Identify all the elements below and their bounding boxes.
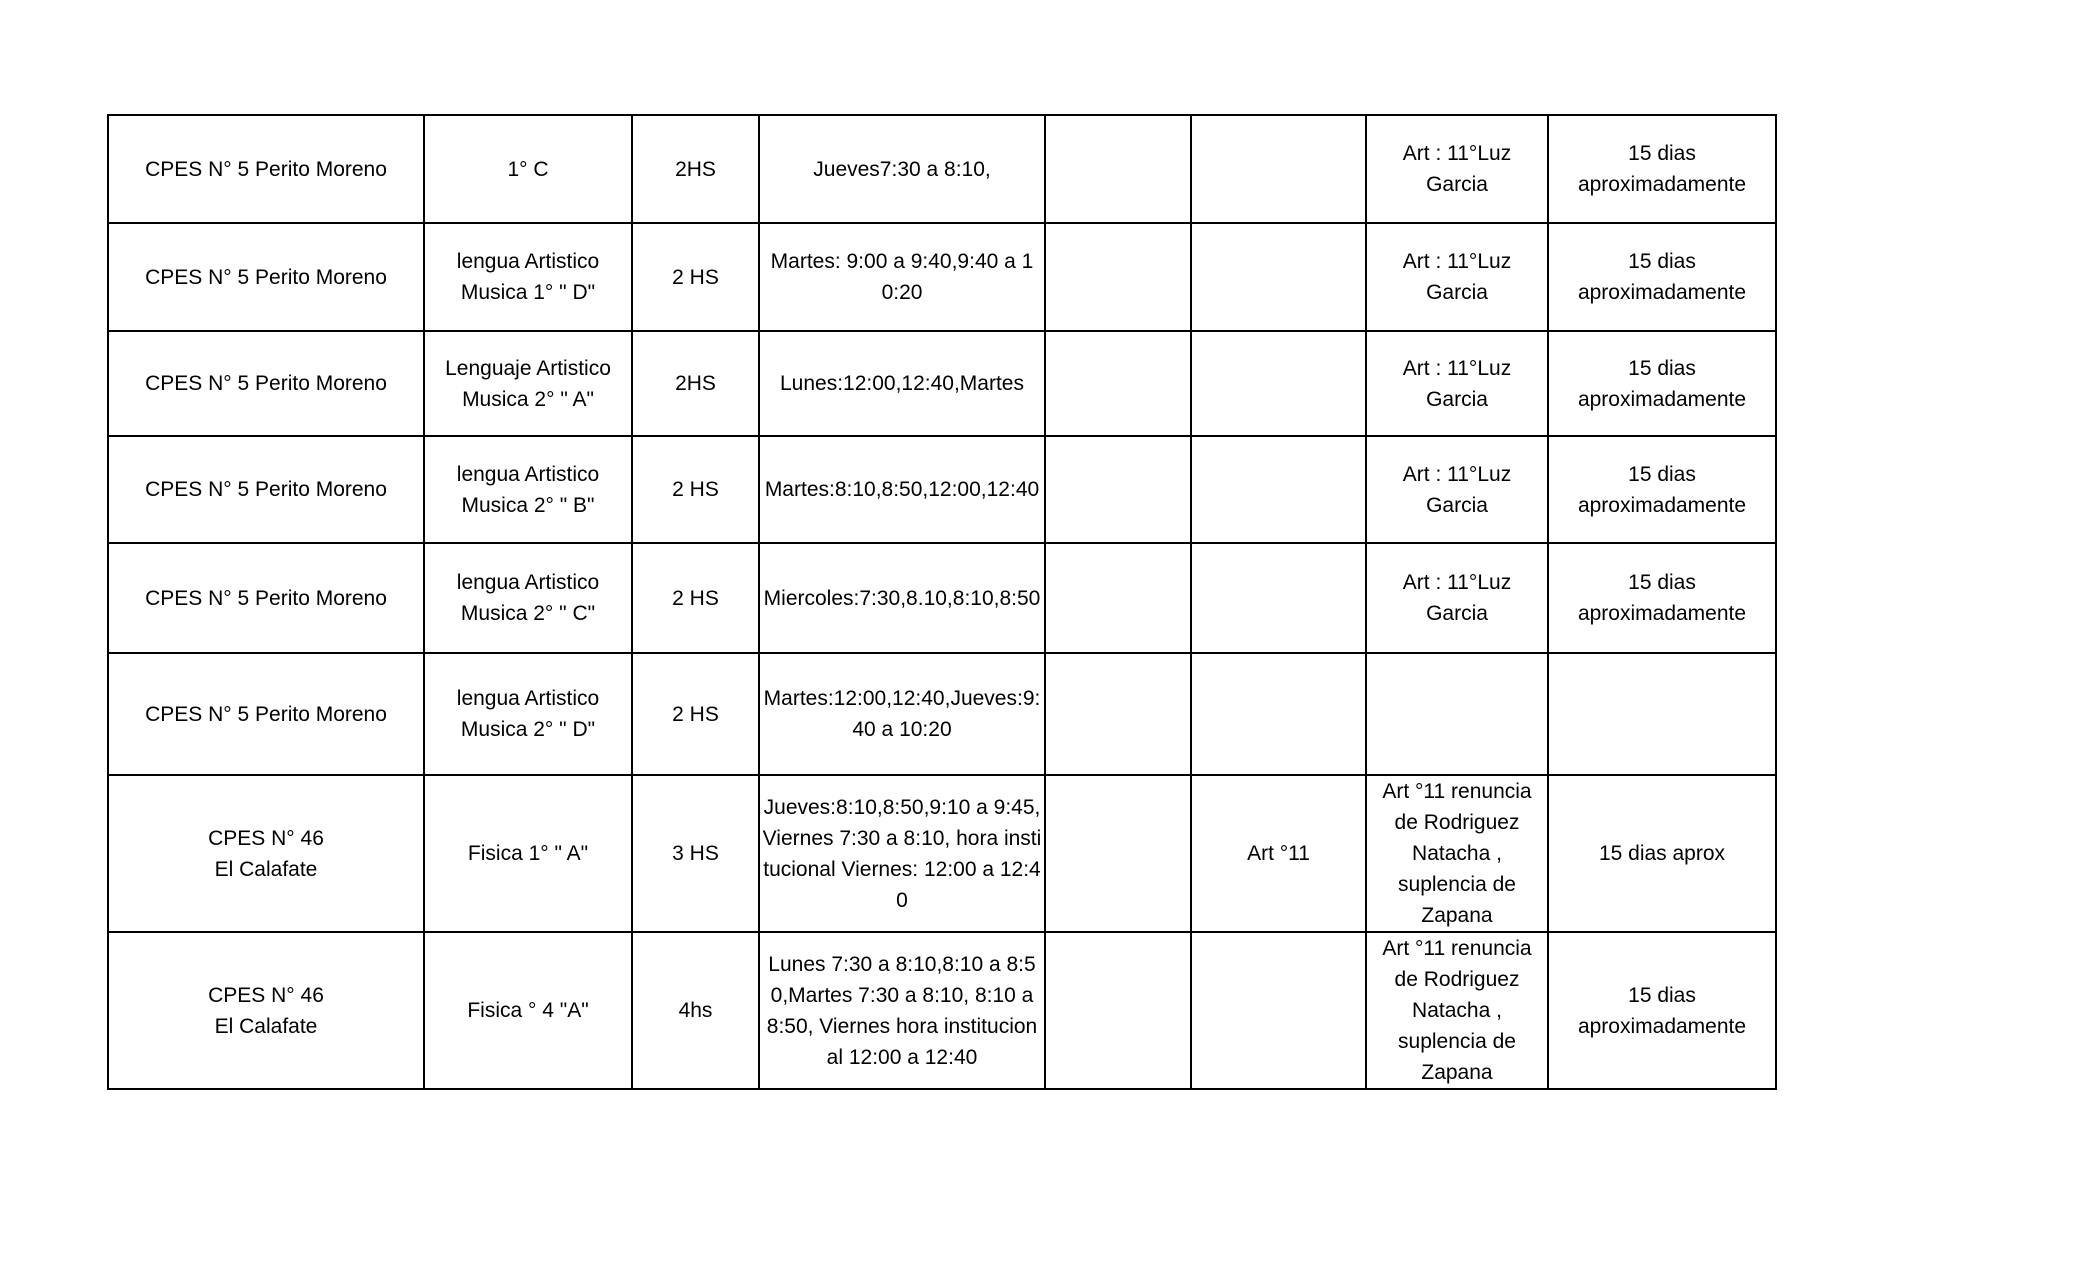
hours-cell[interactable]: 2 HS <box>632 436 759 543</box>
article-cell[interactable] <box>1191 932 1366 1089</box>
subject-cell[interactable]: Lenguaje Artistico Musica 2° " A" <box>424 331 632 436</box>
school-cell[interactable]: CPES N° 5 Perito Moreno <box>108 653 424 775</box>
article-cell[interactable] <box>1191 436 1366 543</box>
table-row <box>108 115 1776 223</box>
table-row <box>108 223 1776 331</box>
table-row <box>108 436 1776 543</box>
table-row <box>108 653 1776 775</box>
subject-cell[interactable]: lengua Artistico Musica 2° " D" <box>424 653 632 775</box>
subject-cell[interactable]: Fisica 1° " A" <box>424 775 632 932</box>
school-cell[interactable]: CPES N° 5 Perito Moreno <box>108 436 424 543</box>
empty-cell[interactable] <box>1045 932 1191 1089</box>
status-cell[interactable] <box>1366 653 1548 775</box>
article-cell[interactable] <box>1191 115 1366 223</box>
status-cell[interactable]: Art : 11°Luz Garcia <box>1366 223 1548 331</box>
duration-cell[interactable]: 15 dias aproximadamente <box>1548 543 1776 653</box>
school-cell[interactable]: CPES N° 46 El Calafate <box>108 932 424 1089</box>
status-cell[interactable]: Art : 11°Luz Garcia <box>1366 543 1548 653</box>
duration-cell[interactable]: 15 dias aprox <box>1548 775 1776 932</box>
school-cell[interactable]: CPES N° 5 Perito Moreno <box>108 543 424 653</box>
schedule-cell[interactable]: Lunes 7:30 a 8:10,8:10 a 8:50,Martes 7:30 a 8:10, 8:10 a 8:50, Viernes hora institucional 12:00 a 12:40 <box>759 932 1045 1089</box>
schedule-cell[interactable]: Jueves:8:10,8:50,9:10 a 9:45,Viernes 7:30 a 8:10, hora institucional Viernes: 12:00 a 12:40 <box>759 775 1045 932</box>
empty-cell[interactable] <box>1045 331 1191 436</box>
duration-cell[interactable]: 15 dias aproximadamente <box>1548 223 1776 331</box>
hours-cell[interactable]: 2 HS <box>632 223 759 331</box>
schedule-cell[interactable]: Martes: 9:00 a 9:40,9:40 a 10:20 <box>759 223 1045 331</box>
school-cell[interactable]: CPES N° 5 Perito Moreno <box>108 331 424 436</box>
hours-cell[interactable]: 2HS <box>632 115 759 223</box>
empty-cell[interactable] <box>1045 775 1191 932</box>
schedule-cell[interactable]: Lunes:12:00,12:40,Martes <box>759 331 1045 436</box>
article-cell[interactable]: Art °11 <box>1191 775 1366 932</box>
empty-cell[interactable] <box>1045 223 1191 331</box>
subject-cell[interactable]: lengua Artistico Musica 2° " C" <box>424 543 632 653</box>
school-cell[interactable]: CPES N° 46 El Calafate <box>108 775 424 932</box>
empty-cell[interactable] <box>1045 543 1191 653</box>
schedule-cell[interactable]: Martes:12:00,12:40,Jueves:9:40 a 10:20 <box>759 653 1045 775</box>
duration-cell[interactable] <box>1548 653 1776 775</box>
article-cell[interactable] <box>1191 331 1366 436</box>
status-cell[interactable]: Art : 11°Luz Garcia <box>1366 115 1548 223</box>
status-cell[interactable]: Art °11 renuncia de Rodriguez Natacha , suplencia de Zapana <box>1366 775 1548 932</box>
hours-cell[interactable]: 2 HS <box>632 653 759 775</box>
schedule-cell[interactable]: Miercoles:7:30,8.10,8:10,8:50 <box>759 543 1045 653</box>
subject-cell[interactable]: 1° C <box>424 115 632 223</box>
table-row <box>108 932 1776 1089</box>
status-cell[interactable]: Art : 11°Luz Garcia <box>1366 331 1548 436</box>
article-cell[interactable] <box>1191 653 1366 775</box>
schedule-cell[interactable]: Jueves7:30 a 8:10, <box>759 115 1045 223</box>
status-cell[interactable]: Art : 11°Luz Garcia <box>1366 436 1548 543</box>
subject-cell[interactable]: lengua Artistico Musica 2° " B" <box>424 436 632 543</box>
duration-cell[interactable]: 15 dias aproximadamente <box>1548 436 1776 543</box>
hours-cell[interactable]: 2 HS <box>632 543 759 653</box>
table-body <box>108 115 1776 1089</box>
hours-cell[interactable]: 2HS <box>632 331 759 436</box>
duration-cell[interactable]: 15 dias aproximadamente <box>1548 932 1776 1089</box>
table-row <box>108 331 1776 436</box>
table-row <box>108 543 1776 653</box>
empty-cell[interactable] <box>1045 115 1191 223</box>
hours-cell[interactable]: 4hs <box>632 932 759 1089</box>
table-row <box>108 775 1776 932</box>
status-cell[interactable]: Art °11 renuncia de Rodriguez Natacha , suplencia de Zapana <box>1366 932 1548 1089</box>
school-cell[interactable]: CPES N° 5 Perito Moreno <box>108 223 424 331</box>
article-cell[interactable] <box>1191 223 1366 331</box>
hours-cell[interactable]: 3 HS <box>632 775 759 932</box>
duration-cell[interactable]: 15 dias aproximadamente <box>1548 331 1776 436</box>
empty-cell[interactable] <box>1045 653 1191 775</box>
article-cell[interactable] <box>1191 543 1366 653</box>
assignments-table <box>107 114 1777 1090</box>
school-cell[interactable]: CPES N° 5 Perito Moreno <box>108 115 424 223</box>
empty-cell[interactable] <box>1045 436 1191 543</box>
schedule-cell[interactable]: Martes:8:10,8:50,12:00,12:40 <box>759 436 1045 543</box>
duration-cell[interactable]: 15 dias aproximadamente <box>1548 115 1776 223</box>
subject-cell[interactable]: Fisica ° 4 "A" <box>424 932 632 1089</box>
subject-cell[interactable]: lengua Artistico Musica 1° " D" <box>424 223 632 331</box>
